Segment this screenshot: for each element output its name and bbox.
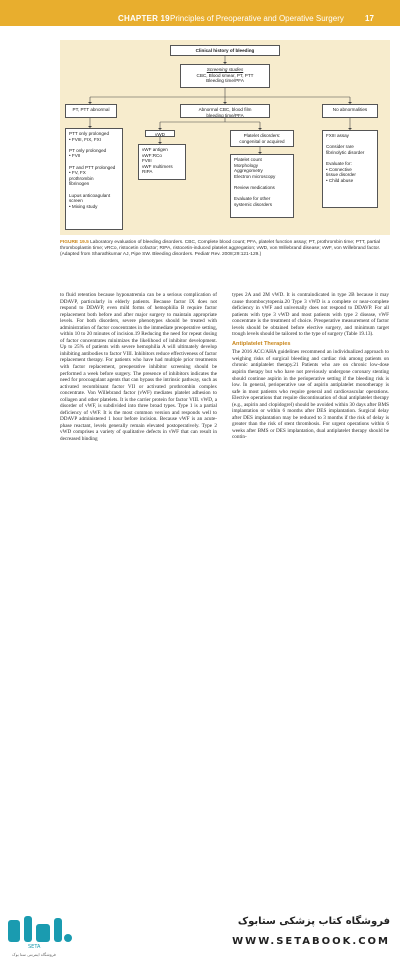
flow-box-line: bleeding time/PFA xyxy=(206,112,244,118)
flow-box-line: PT and PTT prolonged xyxy=(69,164,116,170)
flow-box-line: CBC, Blood smear, PT, PTT xyxy=(196,72,254,78)
flow-box-line: tissue disorder xyxy=(326,172,356,178)
flow-box-line: fibrinolytic disorder xyxy=(326,149,365,155)
flow-box-line: • Child abuse xyxy=(326,177,354,183)
footer-url[interactable]: WWW.SETABOOK.COM xyxy=(232,936,390,947)
flow-box-line: Lupus anticoagulant xyxy=(69,192,111,198)
flow-box-line: Aggregometry xyxy=(234,168,263,174)
flow-box-line: • FVIII, FIX, FXI xyxy=(69,136,101,142)
flow-box-line: Platelet disorders: xyxy=(243,133,281,138)
figure-label: FIGURE 19.5 xyxy=(60,240,89,245)
flow-box-platelet-tests xyxy=(230,154,294,218)
flow-box-line: • FV, FX xyxy=(69,170,86,176)
flow-box-line: FVIII xyxy=(142,158,152,164)
flow-box-line: vWF antigen xyxy=(142,147,168,152)
logo-subtitle: فروشگاه اینترنتی ستا بوک xyxy=(12,952,56,957)
setabook-logo xyxy=(6,914,76,950)
flow-box-text: PT, PTT abnormal xyxy=(72,107,110,112)
body-paragraph: The 2016 ACC/AHA guidelines recommend an individualized approach to weighing risks of surgical bleeding and cardiac risk among patients on chronic antiplatelet therapy.21 Patients who are on chronic low-dose aspirin therapy but who have not previously undergone coronary stenting should continue aspirin in the perioperative setting if the bleeding risk is low. In general, perioperative use of aspirin antiplatelet monotherapy is safe in most patients who require general and cardiovascular operations. Elective operations that require discontinuation of dual antiplatelet therapy (e.g., aspirin and clopidogrel) should be avoided within 30 days after BMS implantation or within 6 months after DES implantation. Surgical delay after DES implantation may be reduced to 3 months if the risk of delay is greater than the risk of stent thrombosis. For urgent operations within 6 weeks after BMS or DES implantation, dual antiplatelet therapy should be contin- xyxy=(232,349,389,441)
flow-box-pt-ptt-abnormal xyxy=(65,104,117,118)
flow-box-line: • Mixing study xyxy=(69,203,98,209)
flow-box-text: No abnormalities xyxy=(332,107,368,112)
flow-box-line: Abnormal CBC, blood film xyxy=(198,107,252,112)
flowchart-figure xyxy=(60,40,390,235)
publisher-footer xyxy=(0,452,400,957)
figure-caption xyxy=(60,240,390,258)
chapter-label: CHAPTER 19 xyxy=(118,14,170,23)
flow-box-line: PTT only prolonged xyxy=(69,131,110,136)
running-title: Principles of Preoperative and Operative Surgery xyxy=(170,14,344,23)
body-column-left xyxy=(60,292,217,443)
section-heading: Antiplatelet Therapies xyxy=(232,340,291,347)
flow-box-line: screen xyxy=(69,198,83,204)
flow-box-text: Clinical history of bleeding xyxy=(195,48,255,53)
flow-box-line: Consider rare xyxy=(326,144,354,150)
flow-box-line: prothrombin xyxy=(69,175,94,181)
flow-box-text: vWD xyxy=(155,132,165,137)
flow-box-platelet-disorders xyxy=(230,130,294,147)
flow-box-line: Electron microscopy xyxy=(234,173,276,179)
flow-box-line: vWF:RCo xyxy=(142,152,162,158)
caption-text: Laboratory evaluation of bleeding disorders. CBC, Complete blood count; PFA, platelet function assay; PT, prothrombin time; PTT, partial thromboplastin time; vRCo, ristocetin cofactor; RIPA, ristocetin-induced platelet aggregation; vWD, von Willebrand disease; vWF, von Willebrand factor. (Adapted from Sharathkumar AJ, Pipe SW. Bleeding disorders. Pediatr Rev. 2008;29:121-129.) xyxy=(60,240,381,258)
page-number: 17 xyxy=(365,14,374,23)
flow-box-line: fibrinogen xyxy=(69,181,90,187)
flow-box-line: congenital or acquired xyxy=(239,138,285,144)
body-paragraph: to fluid retention because hyponatremia can be a serious complication of DDAVP, particularly in elderly patients. Because factor IX does not respond to DDAVP, even mild forms of hemophilia B require factor replacement both before and after major surgery to maintain appropriate levels. For both disorders, severe phenotypes should be treated with administration of factor concentrates in the immediate preoperative setting, within 10 to 20 minutes of incision.19 Reducing the need for repeat dosing of factor concentrates minimizes the likelihood of inhibitor development. Up to 25% of patients with severe hemophilia A will ultimately develop inhibiting antibodies to factor VIII. Inhibitors reduce effectiveness of factor replacement therapy. For patients who have had multiple prior treatments with factor replacement, preoperative inhibitor screening should be performed a week before surgery. The presence of inhibitors indicates the need for procoagulant agents that can bypass the intrinsic pathway, such as activated recombinant factor VII or activated prothrombin complex concentrate. Von Willebrand factor (vWF) mediates platelet adhesion to collagen and other platelets. It is the carrier protein for factor VIII. vWD, a disorder of vWF, is subdivided into three broad types. Type 1 is a partial deficiency of vWF. It is the most common version and responds well to DDAVP administered 1 hour before incision. Because vWF is an acute-phase reactant, levels generally remain elevated postoperatively. Type 2 vWD comprises a variety of qualitative defects in vWF that can result in decreased binding xyxy=(60,292,217,443)
flow-box-line: Evaluate for: xyxy=(326,160,352,166)
flow-box-abnormal-cbc xyxy=(180,104,270,118)
flow-box-line: Platelet count xyxy=(234,157,262,162)
flow-box-line: PT only prolonged xyxy=(69,147,107,153)
flow-box-line: Evaluate for other xyxy=(234,196,271,202)
logo-latin-text: SETA xyxy=(28,944,41,950)
flow-box-other-tests xyxy=(322,130,378,208)
flow-box-line: Review medications xyxy=(234,184,275,190)
flow-box-vwd xyxy=(145,130,175,137)
body-paragraph: types 2A and 2M vWD. It is contraindicated in type 2B because it may cause thrombocytopenia.20 Type 3 vWD is a complete or near-complete deficiency in vWF and universally does not respond to DDAVP. For all patients with type 3 vWD and most patients with type 2 disease, vWF concentrate is the treatment of choice. Preoperative measurement of factor levels should be obtained before elective surgery, and minimum target trough levels should be tailored to the type of surgery (Table 19.13). xyxy=(232,292,389,338)
flow-box-clinical-history xyxy=(170,45,280,56)
body-column-right xyxy=(232,292,389,441)
flow-box-line: systemic disorders xyxy=(234,201,273,207)
flow-box-line: • Connective xyxy=(326,166,352,172)
flow-box-screening xyxy=(180,64,270,88)
flow-box-line: vWF multimers xyxy=(142,163,173,169)
flow-box-line: • FVII xyxy=(69,153,81,159)
footer-persian-text: فروشگاه کتاب پزشکی ستابوک xyxy=(237,916,390,927)
flow-box-line: FXIII assay xyxy=(326,133,349,138)
flow-box-no-abnormalities xyxy=(322,104,378,118)
flow-box-line: RIPA xyxy=(142,169,153,175)
flow-box-vwd-tests xyxy=(138,144,186,180)
page-header xyxy=(0,0,400,26)
flow-box-pt-details xyxy=(65,128,123,230)
flow-box-title: Screening studies xyxy=(206,67,244,72)
flow-box-line: Morphology xyxy=(234,162,259,168)
flow-box-line: Bleeding time/PFA xyxy=(206,78,244,84)
